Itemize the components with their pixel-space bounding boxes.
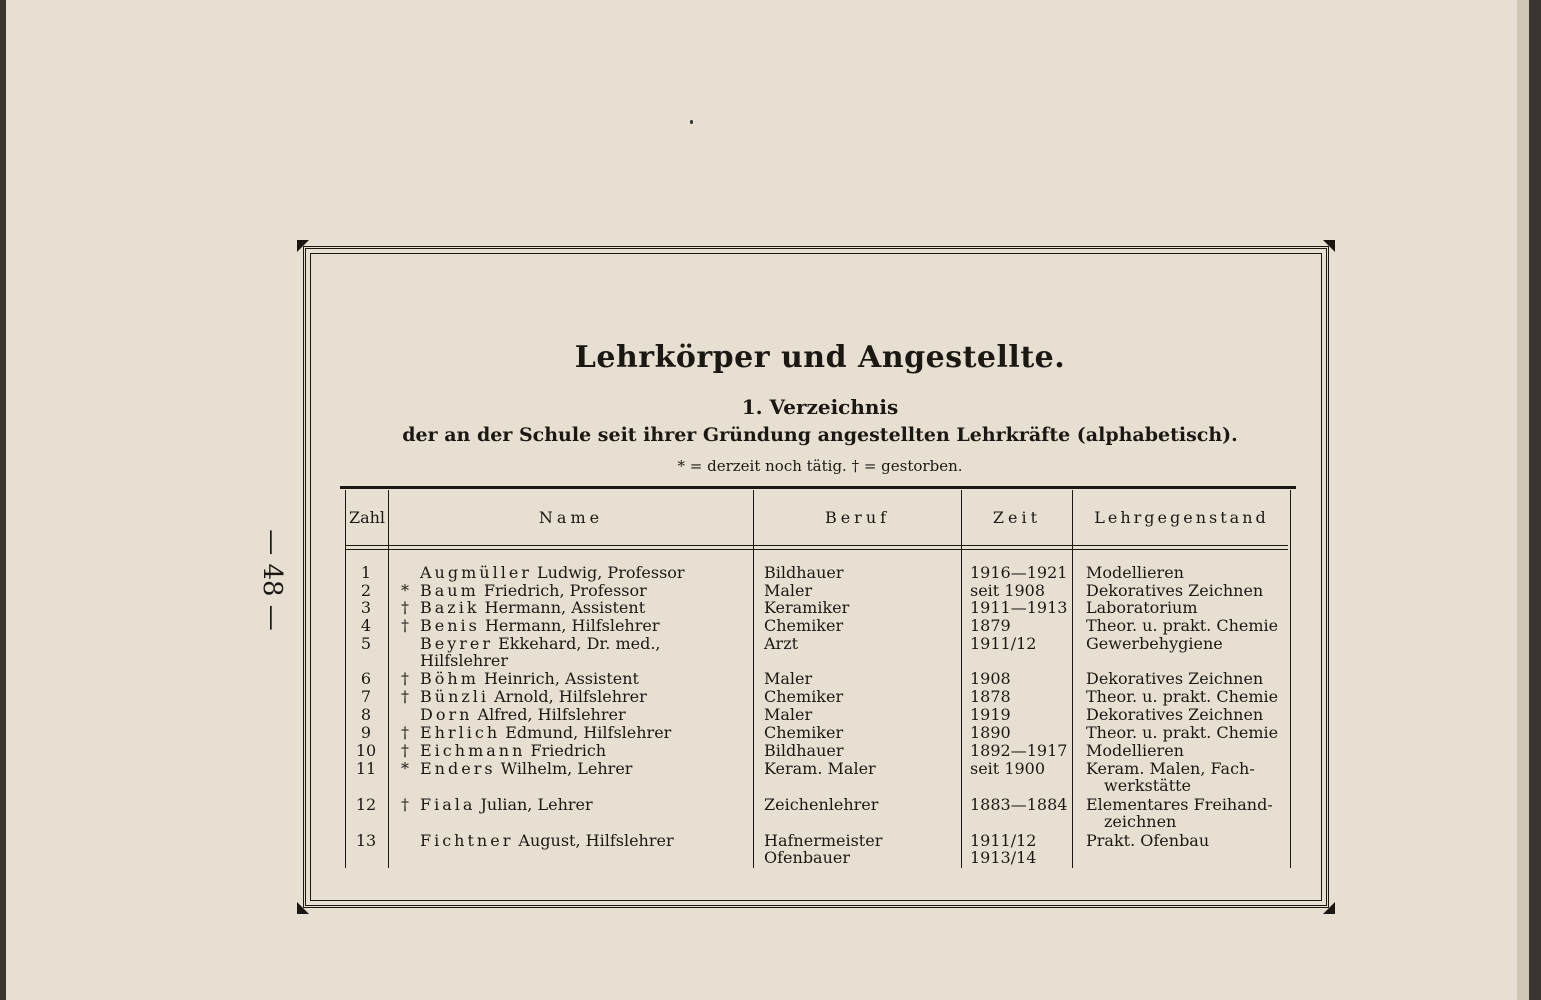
header-beruf: Beruf — [824, 508, 891, 527]
row-beruf: Bildhauer — [764, 741, 844, 760]
row-zeit: 1890 — [970, 723, 1011, 742]
row-name — [420, 742, 750, 759]
row-name — [420, 724, 750, 741]
row-name — [420, 582, 750, 599]
page-number: — 48 — — [257, 529, 287, 631]
row-number: 3 — [360, 598, 372, 617]
row-zeit: 1911/12 — [970, 634, 1037, 653]
row-number: 9 — [360, 723, 372, 742]
fach-line-1: Elementares Freihand- — [1086, 795, 1273, 814]
row-number: 11 — [355, 759, 377, 778]
page-title: Lehrkörper und Angestellte. — [574, 340, 1066, 375]
row-fach: Theor. u. prakt. Chemie — [1086, 616, 1279, 635]
row-number: 13 — [355, 831, 377, 850]
given-name: Friedrich, Professor — [478, 581, 647, 600]
given-name: Heinrich, Assistent — [478, 669, 639, 688]
row-mark: † — [401, 598, 409, 617]
header-rule — [345, 545, 1288, 546]
row-zeit: seit 1900 — [970, 759, 1046, 778]
given-name: Julian, Lehrer — [475, 795, 593, 814]
row-fach: Dekoratives Zeichnen — [1086, 669, 1264, 688]
surname: Fiala — [420, 795, 476, 814]
row-fach: Dekoratives Zeichnen — [1086, 581, 1264, 600]
section-heading: 1. Verzeichnis — [741, 395, 899, 419]
header-rule — [345, 549, 1288, 550]
row-zeit: 1919 — [970, 705, 1011, 724]
row-zeit: 1883—1884 — [970, 795, 1068, 814]
column-rule — [388, 490, 389, 868]
given-name: Ludwig, Professor — [531, 563, 685, 582]
row-mark: † — [401, 741, 409, 760]
fach-line-1: Keram. Malen, Fach- — [1086, 759, 1255, 778]
row-number: 7 — [360, 687, 372, 706]
row-zeit: 1911—1913 — [970, 598, 1068, 617]
row-number: 4 — [360, 616, 372, 635]
row-number: 1 — [360, 563, 372, 582]
row-zeit: 1916—1921 — [970, 563, 1068, 582]
row-name — [420, 635, 750, 669]
row-zeit — [970, 832, 1075, 866]
given-name: August, Hilfslehrer — [513, 831, 674, 850]
surname: Böhm — [420, 669, 479, 688]
row-beruf: Keram. Maler — [764, 759, 876, 778]
given-name: Hermann, Assistent — [479, 598, 646, 617]
surname: Bünzli — [420, 687, 490, 706]
given-name-continued: Hilfslehrer — [420, 651, 508, 670]
row-mark: † — [401, 795, 409, 814]
row-beruf: Maler — [764, 705, 813, 724]
surname: Dorn — [420, 705, 473, 724]
row-fach — [1086, 796, 1291, 830]
section-subheading: der an der Schule seit ihrer Gründung angestellten Lehrkräfte (alphabetisch). — [402, 424, 1238, 446]
row-name — [420, 564, 750, 581]
given-name: Ekkehard, Dr. med., — [493, 634, 661, 653]
row-fach — [1086, 760, 1291, 794]
surname: Beyrer — [420, 634, 494, 653]
row-beruf: Zeichenlehrer — [764, 795, 879, 814]
row-zeit: 1878 — [970, 687, 1011, 706]
row-beruf: Chemiker — [764, 687, 844, 706]
row-name — [420, 688, 750, 705]
row-beruf: Keramiker — [764, 598, 850, 617]
row-mark: * — [401, 759, 409, 778]
row-number: 2 — [360, 581, 372, 600]
given-name: Hermann, Hilfslehrer — [479, 616, 660, 635]
row-name — [420, 796, 750, 813]
given-name: Arnold, Hilfslehrer — [489, 687, 647, 706]
row-fach: Modellieren — [1086, 563, 1184, 582]
row-mark: * — [401, 581, 409, 600]
surname: Augmüller — [420, 563, 532, 582]
surname: Eichmann — [420, 741, 526, 760]
row-name — [420, 832, 750, 849]
row-name — [420, 599, 750, 616]
row-number: 10 — [355, 741, 377, 760]
row-beruf: Chemiker — [764, 616, 844, 635]
row-fach: Theor. u. prakt. Chemie — [1086, 687, 1279, 706]
row-beruf — [764, 832, 959, 866]
symbol-legend: * = derzeit noch tätig. † = gestorben. — [677, 457, 963, 475]
row-fach: Laboratorium — [1086, 598, 1198, 617]
row-name — [420, 670, 750, 687]
row-mark: † — [401, 616, 409, 635]
header-zeit: Zeit — [992, 508, 1042, 527]
row-number: 8 — [360, 705, 372, 724]
given-name: Alfred, Hilfslehrer — [472, 705, 626, 724]
header-zahl: Zahl — [348, 508, 386, 527]
row-mark: † — [401, 723, 409, 742]
row-name — [420, 760, 750, 777]
row-mark: † — [401, 687, 409, 706]
row-mark: † — [401, 669, 409, 688]
header-lehrgegenstand: Lehrgegenstand — [1094, 508, 1269, 527]
row-number: 5 — [360, 634, 372, 653]
row-fach: Theor. u. prakt. Chemie — [1086, 723, 1279, 742]
page-edge — [1517, 0, 1529, 1000]
beruf-line-1: Hafnermeister — [764, 831, 883, 850]
zeit-line-2: 1913/14 — [970, 848, 1037, 867]
row-number: 12 — [355, 795, 377, 814]
fach-line-2: zeichnen — [1104, 812, 1177, 831]
row-zeit: 1879 — [970, 616, 1011, 635]
surname: Enders — [420, 759, 496, 778]
surname: Fichtner — [420, 831, 514, 850]
row-name — [420, 617, 750, 634]
row-fach: Modellieren — [1086, 741, 1184, 760]
surname: Benis — [420, 616, 480, 635]
column-rule — [753, 490, 754, 868]
given-name: Edmund, Hilfslehrer — [500, 723, 672, 742]
beruf-line-2: Ofenbauer — [764, 848, 851, 867]
row-beruf: Maler — [764, 669, 813, 688]
row-number: 6 — [360, 669, 372, 688]
table-top-rule — [340, 486, 1296, 489]
row-beruf: Maler — [764, 581, 813, 600]
surname: Baum — [420, 581, 479, 600]
row-fach: Prakt. Ofenbau — [1086, 831, 1210, 850]
column-rule — [345, 490, 346, 868]
given-name: Friedrich — [525, 741, 607, 760]
surname: Ehrlich — [420, 723, 501, 742]
row-beruf: Chemiker — [764, 723, 844, 742]
row-beruf: Bildhauer — [764, 563, 844, 582]
row-beruf: Arzt — [764, 634, 799, 653]
column-rule — [961, 490, 962, 868]
row-zeit: seit 1908 — [970, 581, 1046, 600]
surname: Bazik — [420, 598, 480, 617]
row-name — [420, 706, 750, 723]
fach-line-2: werkstätte — [1104, 776, 1192, 795]
row-zeit: 1892—1917 — [970, 741, 1068, 760]
header-name: Name — [538, 508, 604, 527]
ink-speck — [690, 120, 693, 124]
row-fach: Dekoratives Zeichnen — [1086, 705, 1264, 724]
row-zeit: 1908 — [970, 669, 1011, 688]
row-fach: Gewerbehygiene — [1086, 634, 1223, 653]
staff-table — [340, 486, 1292, 870]
given-name: Wilhelm, Lehrer — [495, 759, 633, 778]
zeit-line-1: 1911/12 — [970, 831, 1037, 850]
